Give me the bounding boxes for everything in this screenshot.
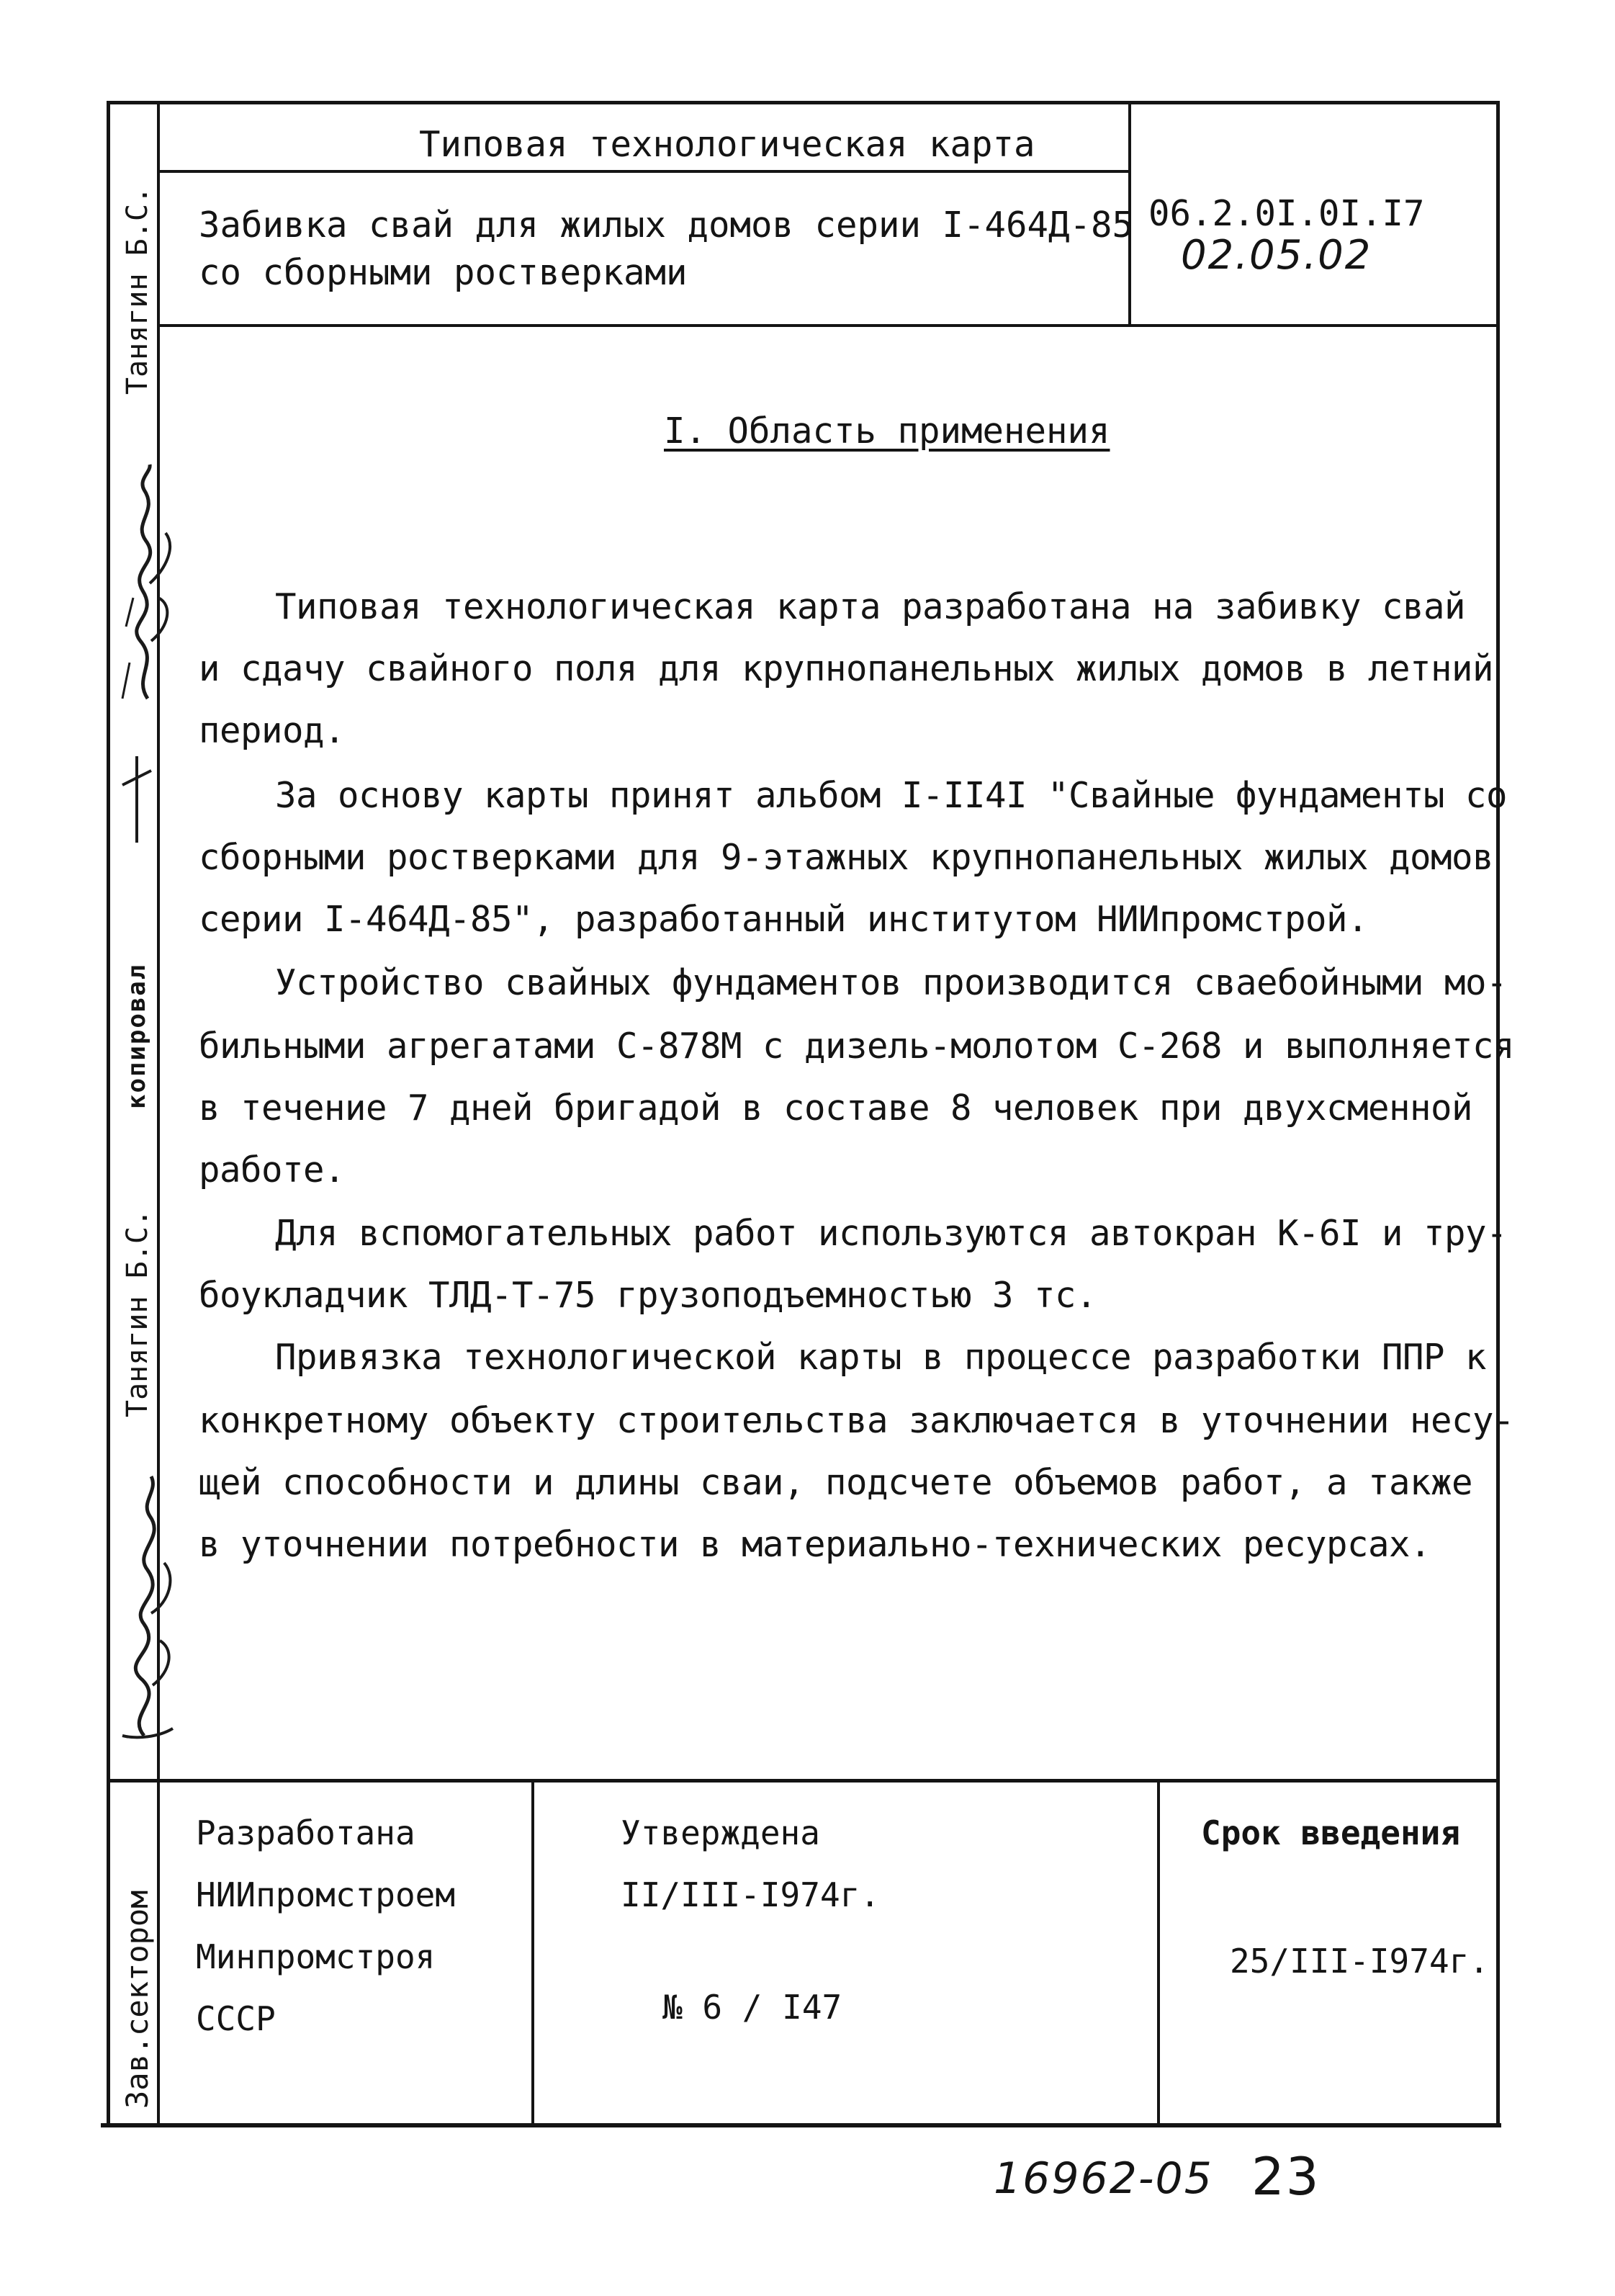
frame-bottom bbox=[101, 2123, 1501, 2127]
signature-top bbox=[108, 461, 187, 706]
header-subject-line1: Забивка свай для жилых домов серии I-464Д-85 bbox=[199, 205, 1134, 246]
signature-bottom bbox=[108, 1469, 187, 1743]
developed-label: Разработана bbox=[196, 1813, 415, 1852]
footer-top bbox=[108, 1779, 1500, 1782]
body-line: работе. bbox=[199, 1149, 346, 1190]
footer-divider-1 bbox=[531, 1779, 534, 2125]
margin-name-top: Танягин Б.С. bbox=[121, 187, 154, 395]
developed-by-line2: Минпромстроя bbox=[196, 1937, 436, 1976]
document-code: 06.2.0I.0I.I7 bbox=[1148, 193, 1425, 234]
frame-top bbox=[108, 101, 1500, 104]
document-code-handwritten: 02.05.02 bbox=[1181, 232, 1372, 279]
section-heading: I. Область применения bbox=[664, 411, 1110, 452]
margin-sector-head: Зав.сектором bbox=[120, 1890, 155, 2109]
approved-label: Утверждена bbox=[621, 1813, 820, 1852]
frame-left-outer bbox=[107, 101, 110, 2126]
header-title-divider bbox=[157, 170, 1131, 173]
body-line: в течение 7 дней бригадой в составе 8 человек при двухсменной bbox=[199, 1088, 1473, 1129]
margin-name-bottom: Танягин Б.С. bbox=[121, 1209, 154, 1417]
header-title: Типовая технологическая карта bbox=[419, 124, 1035, 165]
body-line: Устройство свайных фундаментов производится сваебойными мо- bbox=[275, 962, 1508, 1003]
body-line: За основу карты принят альбом I-II4I "Свайные фундаменты со bbox=[275, 775, 1508, 816]
header-bottom bbox=[157, 324, 1500, 327]
frame-right bbox=[1496, 101, 1500, 2126]
body-line: и сдачу свайного поля для крупнопанельных жилых домов в летний bbox=[199, 648, 1494, 689]
developed-by-line3: СССР bbox=[196, 1999, 276, 2038]
developed-by-line1: НИИпромстроем bbox=[196, 1875, 456, 1914]
body-line: бильными агрегатами С-878М с дизель-молотом С-268 и выполняется bbox=[199, 1026, 1515, 1067]
page-number: 23 bbox=[1251, 2146, 1321, 2207]
body-line: в уточнении потребности в материально-технических ресурсах. bbox=[199, 1524, 1431, 1565]
header-subject-line2: со сборными ростверками bbox=[199, 252, 688, 293]
footer-divider-2 bbox=[1157, 1779, 1160, 2125]
body-line: боукладчик ТЛД-Т-75 грузоподъемностью 3 тс. bbox=[199, 1275, 1097, 1316]
margin-stamp: копировал bbox=[122, 963, 151, 1109]
body-line: сборными ростверками для 9-этажных крупнопанельных жилых домов bbox=[199, 837, 1494, 878]
effective-date: 25/III-I974г. bbox=[1230, 1942, 1490, 1981]
body-line: конкретному объекту строительства заключается в уточнении несу- bbox=[199, 1400, 1515, 1441]
frame-left-inner bbox=[157, 101, 160, 2126]
approved-date: II/III-I974г. bbox=[621, 1875, 881, 1914]
margin-mark bbox=[108, 756, 166, 871]
body-line: Типовая технологическая карта разработана на забивку свай bbox=[275, 586, 1466, 627]
body-line: щей способности и длины сваи, подсчете объемов работ, а также bbox=[199, 1462, 1473, 1503]
approved-number: № 6 / I47 bbox=[662, 1988, 842, 2027]
body-line: Для вспомогательных работ используются автокран К-6I и тру- bbox=[275, 1213, 1508, 1254]
effective-label: Срок введения bbox=[1201, 1813, 1461, 1852]
body-line: период. bbox=[199, 710, 346, 751]
inventory-number: 16962-05 bbox=[994, 2153, 1213, 2204]
body-line: серии I-464Д-85", разработанный институтом НИИпромстрой. bbox=[199, 899, 1369, 940]
body-line: Привязка технологической карты в процессе разработки ППР к bbox=[275, 1337, 1487, 1378]
